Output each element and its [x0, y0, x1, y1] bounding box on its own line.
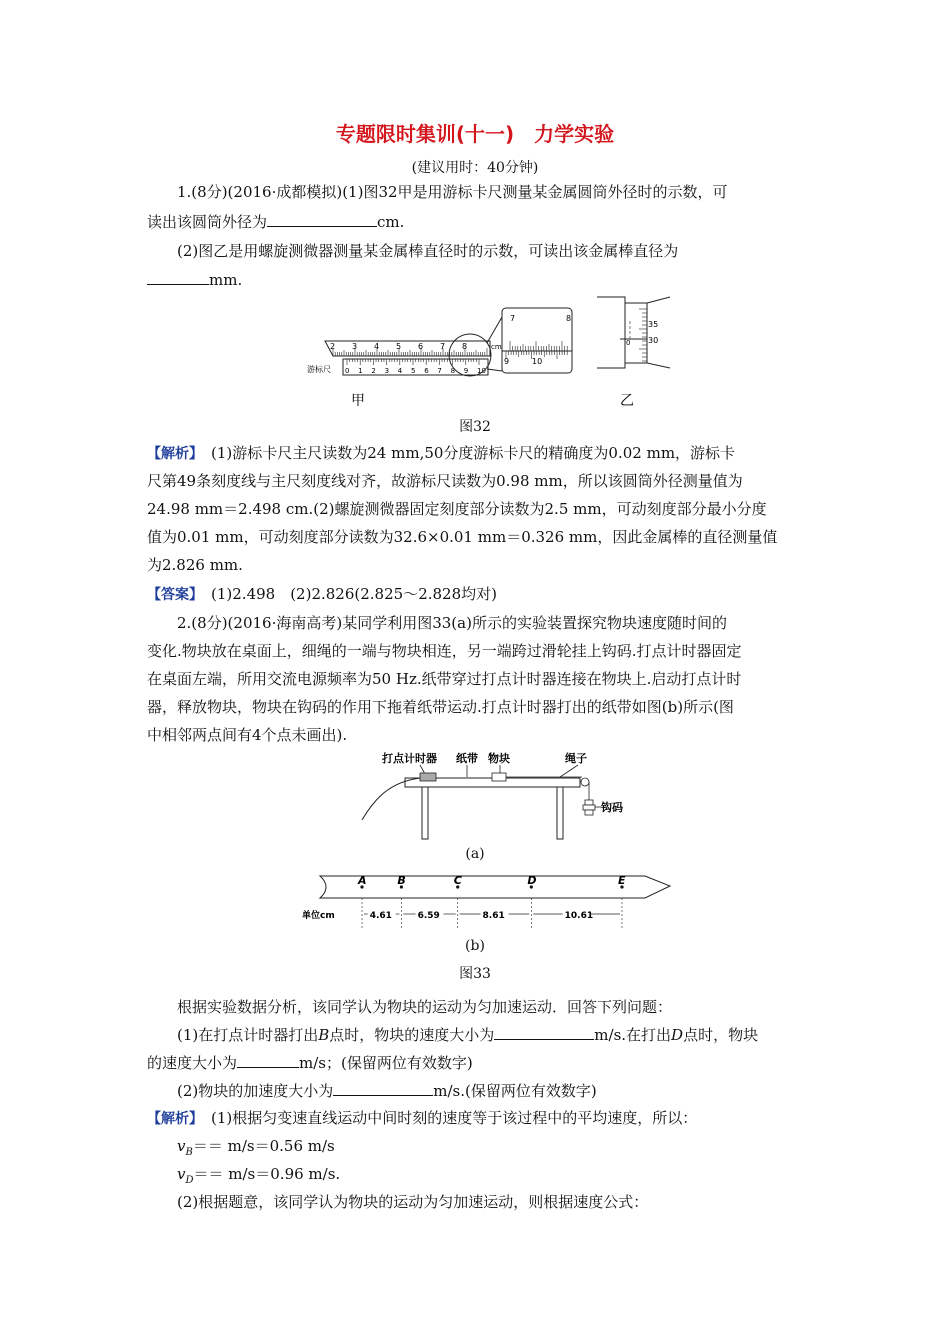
tape-distance-label: 4.61: [369, 911, 392, 921]
block: [492, 773, 506, 781]
a2-line1: [147, 1104, 807, 1133]
figure-33a-caption: (a): [465, 846, 485, 862]
point-b-ref: B: [318, 1026, 330, 1044]
caliper-main-tick-4: 4: [374, 342, 380, 351]
micrometer-tick-30: 30: [648, 336, 659, 345]
a1-line1-text: (1)游标卡尺主尺读数为24 mm,50分度游标卡尺的精确度为0.02 mm，游标卡: [211, 444, 736, 462]
q2-sub2-line: [147, 1077, 807, 1105]
caliper-main-tick-3: 3: [352, 342, 358, 351]
vd-formula: ＝＝ m/s＝0.96 m/s.: [193, 1165, 341, 1183]
caliper-vernier-tick-8: 8: [450, 367, 456, 375]
q2-sub1-text-c: m/s.在打出: [594, 1026, 672, 1044]
q2-sub1-text-d: 点时，物块: [683, 1026, 759, 1044]
tape-distance-label: 10.61: [564, 911, 594, 921]
caliper-unit-label: cm: [491, 343, 502, 351]
q2-sub2-text-b: m/s.(保留两位有效数字): [433, 1082, 597, 1100]
micrometer: [597, 297, 670, 368]
label-weight: 钩码: [601, 801, 623, 814]
tape-distance-label: 8.61: [482, 911, 505, 921]
caliper-vernier-tick-5: 5: [411, 367, 416, 375]
q2-answer-blank-vb[interactable]: [494, 1021, 594, 1040]
figure-33b-tape: [300, 868, 680, 936]
q1-line1: 1.(8分)(2016·成都模拟)(1)图32甲是用游标卡尺测量某金属圆筒外径时的示数，可: [177, 183, 728, 201]
vb-subscript: B: [185, 1147, 193, 1158]
figure-32: [305, 293, 685, 413]
page-title: 专题限时集训(十一) 力学实验: [335, 122, 615, 146]
ans1-text: (1)2.498 (2)2.826(2.825～2.828均对): [211, 585, 497, 603]
q2-answer-blank-vd[interactable]: [237, 1049, 299, 1068]
caliper-vernier-tick-7: 7: [437, 367, 442, 375]
q2-answer-blank-a[interactable]: [333, 1077, 433, 1096]
q2-sub1-line1: [147, 1021, 807, 1049]
a1-line4: 值为0.01 mm，可动刻度部分读数为32.6×0.01 mm＝0.326 mm，因此金属棒的直径测量值: [147, 528, 778, 546]
q1-answer-blank-1[interactable]: [267, 208, 377, 227]
label-block: 物块: [488, 752, 510, 765]
suggested-time: (建议用时：40分钟): [411, 160, 539, 176]
micrometer-tick-35: 35: [648, 320, 659, 329]
ans1-line: [147, 580, 807, 609]
analysis-tag-2: 【解析】: [147, 1111, 196, 1127]
tape-distance-label: 6.59: [417, 911, 440, 921]
caliper-vernier-tick-3: 3: [384, 367, 390, 375]
figure-label-jia: 甲: [351, 393, 365, 409]
q1-line2-text: 读出该圆筒外径为: [147, 213, 268, 231]
figure-33-caption: 图33: [459, 966, 491, 982]
q2-sub1-line2: [147, 1049, 807, 1077]
caliper-vernier-tick-4: 4: [397, 367, 403, 375]
zoom-main-tick-7: 7: [510, 314, 516, 323]
zoom-main-tick-8: 8: [566, 314, 572, 323]
q2-sub2-text-a: (2)物块的加速度大小为: [177, 1082, 334, 1100]
q1-line3: (2)图乙是用螺旋测微器测量某金属棒直径时的示数，可读出该金属棒直径为: [177, 242, 679, 260]
caliper-vernier-tick-9: 9: [463, 367, 469, 375]
q2-line1: 2.(8分)(2016·海南高考)某同学利用图33(a)所示的实验装置探究物块速度随时间的: [177, 614, 727, 632]
label-tape: 纸带: [456, 752, 478, 765]
pulley: [581, 778, 589, 786]
tape-point-D: D: [527, 874, 537, 887]
timer-box: [420, 773, 436, 781]
vd-subscript: D: [185, 1175, 194, 1186]
caliper-vernier-label: 游标尺: [307, 365, 331, 374]
q2-sub1-text-a: (1)在打点计时器打出: [177, 1026, 319, 1044]
point-d-ref: D: [671, 1026, 684, 1044]
tape-point-E: E: [618, 874, 626, 887]
micrometer-zero: 0: [626, 339, 631, 347]
zoom-vernier-tick-9: 9: [504, 357, 510, 366]
caliper-vernier-tick-0: 0: [345, 367, 350, 375]
q2-line3: 在桌面左端，所用交流电源频率为50 Hz.纸带穿过打点计时器连接在物块上.启动打点计时: [147, 670, 742, 688]
caliper-vernier-tick-1: 1: [358, 367, 363, 375]
analysis-tag: 【解析】: [147, 446, 196, 462]
tape-point-C: C: [453, 874, 462, 887]
vb-symbol: v: [177, 1137, 186, 1155]
label-rope: 绳子: [565, 752, 587, 765]
answer-tag: 【答案】: [147, 587, 196, 603]
a1-line1: [147, 439, 807, 468]
q2-sub1-text-f: m/s；(保留两位有效数字): [299, 1054, 473, 1072]
figure-32-caption: 图32: [459, 419, 491, 435]
vernier-caliper: [307, 317, 502, 376]
vd-symbol: v: [177, 1165, 186, 1183]
vb-formula: ＝＝ m/s＝0.56 m/s: [192, 1137, 335, 1155]
q1-line2: [147, 208, 807, 236]
tape-point-B: B: [397, 874, 406, 887]
caliper-main-tick-2: 2: [330, 342, 336, 351]
a1-line3: 24.98 mm＝2.498 cm.(2)螺旋测微器固定刻度部分读数为2.5 mm，可动刻度部分最小分度: [147, 500, 767, 518]
unit-label: 单位cm: [302, 911, 335, 921]
caliper-main-tick-5: 5: [396, 342, 402, 351]
a2-line1-text: (1)根据匀变速直线运动中间时刻的速度等于该过程中的平均速度，所以：: [211, 1109, 698, 1127]
q1-line4: [147, 266, 807, 294]
caliper-zoom-box: [502, 308, 572, 373]
figure-33b-caption: (b): [465, 938, 485, 954]
q2-intro: 根据实验数据分析，该同学认为物块的运动为匀加速运动．回答下列问题：: [177, 998, 673, 1016]
figure-33a-apparatus: [360, 748, 650, 844]
a1-line5: 为2.826 mm.: [147, 556, 243, 574]
caliper-vernier-tick-2: 2: [371, 367, 376, 375]
figure-label-yi: 乙: [620, 393, 634, 409]
caliper-vernier-tick-10: 10: [477, 367, 486, 375]
q2-sub1-text-e: 的速度大小为: [147, 1054, 238, 1072]
q2-line4: 器，释放物块，物块在钩码的作用下拖着纸带运动.打点计时器打出的纸带如图(b)所示(图: [147, 698, 734, 716]
caliper-main-tick-7: 7: [440, 342, 446, 351]
a2-line4: (2)根据题意，该同学认为物块的运动为匀加速运动，则根据速度公式：: [177, 1193, 649, 1211]
caliper-main-tick-6: 6: [418, 342, 424, 351]
q2-sub1-text-b: 点时，物块的速度大小为: [329, 1026, 495, 1044]
q1-answer-blank-2[interactable]: [147, 266, 209, 285]
q1-line4-unit: mm.: [209, 271, 243, 289]
caliper-vernier-tick-6: 6: [424, 367, 429, 375]
label-timer: 打点计时器: [382, 752, 437, 765]
q2-line2: 变化.物块放在桌面上，细绳的一端与物块相连，另一端跨过滑轮挂上钩码.打点计时器固定: [147, 642, 742, 660]
a1-line2: 尺第49条刻度线与主尺刻度线对齐，故游标尺读数为0.98 mm，所以该圆筒外径测量值为: [147, 472, 743, 490]
q2-line5: 中相邻两点间有4个点未画出).: [147, 726, 348, 744]
caliper-main-tick-8: 8: [462, 342, 468, 351]
zoom-vernier-tick-10: 10: [532, 357, 543, 366]
q1-line2-unit: cm.: [377, 213, 405, 231]
tape-point-A: A: [358, 874, 367, 887]
